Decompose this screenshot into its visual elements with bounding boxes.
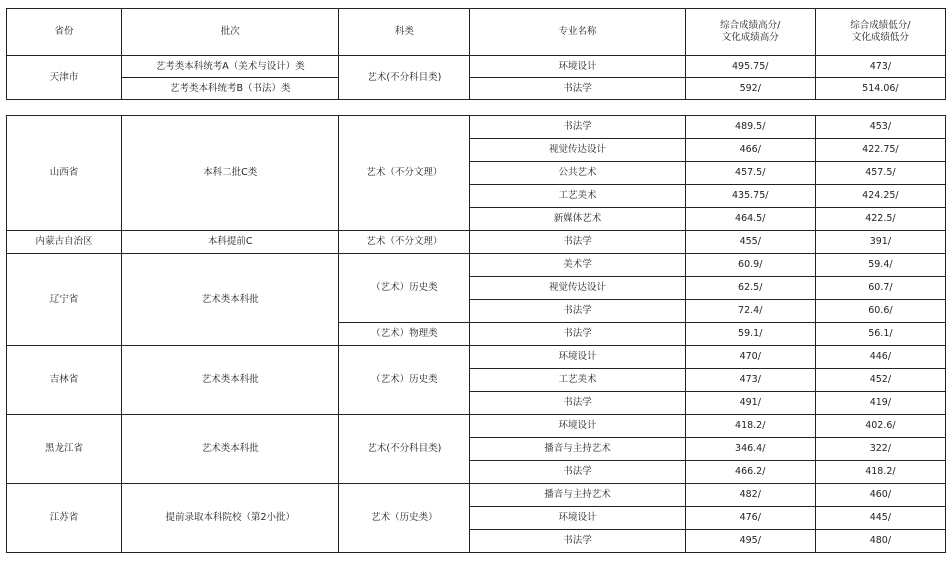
- province-cell: 内蒙古自治区: [7, 231, 122, 254]
- high-score-cell: 482/: [685, 484, 815, 507]
- province-cell: 江苏省: [7, 484, 122, 553]
- category-cell: （艺术）物理类: [339, 323, 470, 346]
- low-score-cell: 424.25/: [815, 185, 945, 208]
- high-score-cell: 466.2/: [685, 461, 815, 484]
- high-score-cell: 495.75/: [685, 56, 815, 78]
- batch-cell: 艺术类本科批: [122, 346, 339, 415]
- major-cell: 工艺美术: [470, 185, 685, 208]
- high-score-cell: 464.5/: [685, 208, 815, 231]
- high-score-cell: 457.5/: [685, 162, 815, 185]
- major-cell: 播音与主持艺术: [470, 438, 685, 461]
- major-cell: 书法学: [470, 392, 685, 415]
- province-cell: 山西省: [7, 116, 122, 231]
- table-row: [7, 116, 946, 139]
- province-cell: 辽宁省: [7, 254, 122, 346]
- major-cell: 书法学: [470, 78, 685, 100]
- major-cell: 环境设计: [470, 346, 685, 369]
- header-low-score: [815, 9, 945, 56]
- low-score-cell: 418.2/: [815, 461, 945, 484]
- category-cell: 艺术（不分文理）: [339, 116, 470, 231]
- low-score-cell: 56.1/: [815, 323, 945, 346]
- low-score-cell: 422.5/: [815, 208, 945, 231]
- high-score-cell: 59.1/: [685, 323, 815, 346]
- high-score-cell: 491/: [685, 392, 815, 415]
- low-score-cell: 457.5/: [815, 162, 945, 185]
- high-score-cell: 466/: [685, 139, 815, 162]
- major-cell: 视觉传达设计: [470, 277, 685, 300]
- low-score-cell: 453/: [815, 116, 945, 139]
- low-score-cell: 59.4/: [815, 254, 945, 277]
- major-cell: 美术学: [470, 254, 685, 277]
- high-score-cell: 72.4/: [685, 300, 815, 323]
- header-high-line1: 综合成绩高分/: [720, 20, 781, 31]
- major-cell: 环境设计: [470, 56, 685, 78]
- table-row: [7, 415, 946, 438]
- batch-cell: 艺考类本科统考B（书法）类: [122, 78, 339, 100]
- low-score-cell: 473/: [815, 56, 945, 78]
- major-cell: 书法学: [470, 323, 685, 346]
- major-cell: 视觉传达设计: [470, 139, 685, 162]
- table-row: [7, 346, 946, 369]
- low-score-cell: 402.6/: [815, 415, 945, 438]
- low-score-cell: 460/: [815, 484, 945, 507]
- header-low-line2: 文化成绩低分: [851, 32, 909, 43]
- low-score-cell: 322/: [815, 438, 945, 461]
- category-cell: 艺术(不分科目类): [339, 56, 470, 100]
- table-row: [7, 78, 946, 100]
- admission-table-bottom: [6, 115, 946, 553]
- batch-cell: 艺考类本科统考A（美术与设计）类: [122, 56, 339, 78]
- header-high-line2: 文化成绩高分: [721, 32, 779, 43]
- high-score-cell: 470/: [685, 346, 815, 369]
- major-cell: 书法学: [470, 300, 685, 323]
- province-cell: 天津市: [7, 56, 122, 100]
- table-row: [7, 56, 946, 78]
- header-batch: 批次: [122, 9, 339, 56]
- major-cell: 书法学: [470, 116, 685, 139]
- low-score-cell: 422.75/: [815, 139, 945, 162]
- major-cell: 环境设计: [470, 415, 685, 438]
- high-score-cell: 418.2/: [685, 415, 815, 438]
- batch-cell: 艺术类本科批: [122, 254, 339, 346]
- header-major: 专业名称: [470, 9, 685, 56]
- category-cell: 艺术（历史类）: [339, 484, 470, 553]
- low-score-cell: 391/: [815, 231, 945, 254]
- low-score-cell: 446/: [815, 346, 945, 369]
- batch-cell: 本科提前C: [122, 231, 339, 254]
- header-row: [7, 9, 946, 56]
- high-score-cell: 489.5/: [685, 116, 815, 139]
- high-score-cell: 435.75/: [685, 185, 815, 208]
- low-score-cell: 514.06/: [815, 78, 945, 100]
- batch-cell: 艺术类本科批: [122, 415, 339, 484]
- low-score-cell: 60.6/: [815, 300, 945, 323]
- admission-table-top: [6, 8, 946, 100]
- category-cell: 艺术(不分科目类): [339, 415, 470, 484]
- major-cell: 公共艺术: [470, 162, 685, 185]
- major-cell: 环境设计: [470, 507, 685, 530]
- header-category: 科类: [339, 9, 470, 56]
- header-low-line1: 综合成绩低分/: [850, 20, 911, 31]
- low-score-cell: 60.7/: [815, 277, 945, 300]
- province-cell: 吉林省: [7, 346, 122, 415]
- major-cell: 书法学: [470, 461, 685, 484]
- high-score-cell: 592/: [685, 78, 815, 100]
- major-cell: 新媒体艺术: [470, 208, 685, 231]
- major-cell: 播音与主持艺术: [470, 484, 685, 507]
- category-cell: （艺术）历史类: [339, 254, 470, 323]
- high-score-cell: 455/: [685, 231, 815, 254]
- major-cell: 书法学: [470, 231, 685, 254]
- high-score-cell: 473/: [685, 369, 815, 392]
- province-cell: 黑龙江省: [7, 415, 122, 484]
- major-cell: 工艺美术: [470, 369, 685, 392]
- low-score-cell: 452/: [815, 369, 945, 392]
- category-cell: （艺术）历史类: [339, 346, 470, 415]
- high-score-cell: 60.9/: [685, 254, 815, 277]
- table-row: [7, 231, 946, 254]
- high-score-cell: 476/: [685, 507, 815, 530]
- batch-cell: 提前录取本科院校（第2小批）: [122, 484, 339, 553]
- table-row: [7, 254, 946, 277]
- low-score-cell: 445/: [815, 507, 945, 530]
- major-cell: 书法学: [470, 530, 685, 553]
- header-province: 省份: [7, 9, 122, 56]
- category-cell: 艺术（不分文理）: [339, 231, 470, 254]
- high-score-cell: 495/: [685, 530, 815, 553]
- table-row: [7, 484, 946, 507]
- high-score-cell: 346.4/: [685, 438, 815, 461]
- batch-cell: 本科二批C类: [122, 116, 339, 231]
- low-score-cell: 480/: [815, 530, 945, 553]
- header-high-score: [685, 9, 815, 56]
- low-score-cell: 419/: [815, 392, 945, 415]
- high-score-cell: 62.5/: [685, 277, 815, 300]
